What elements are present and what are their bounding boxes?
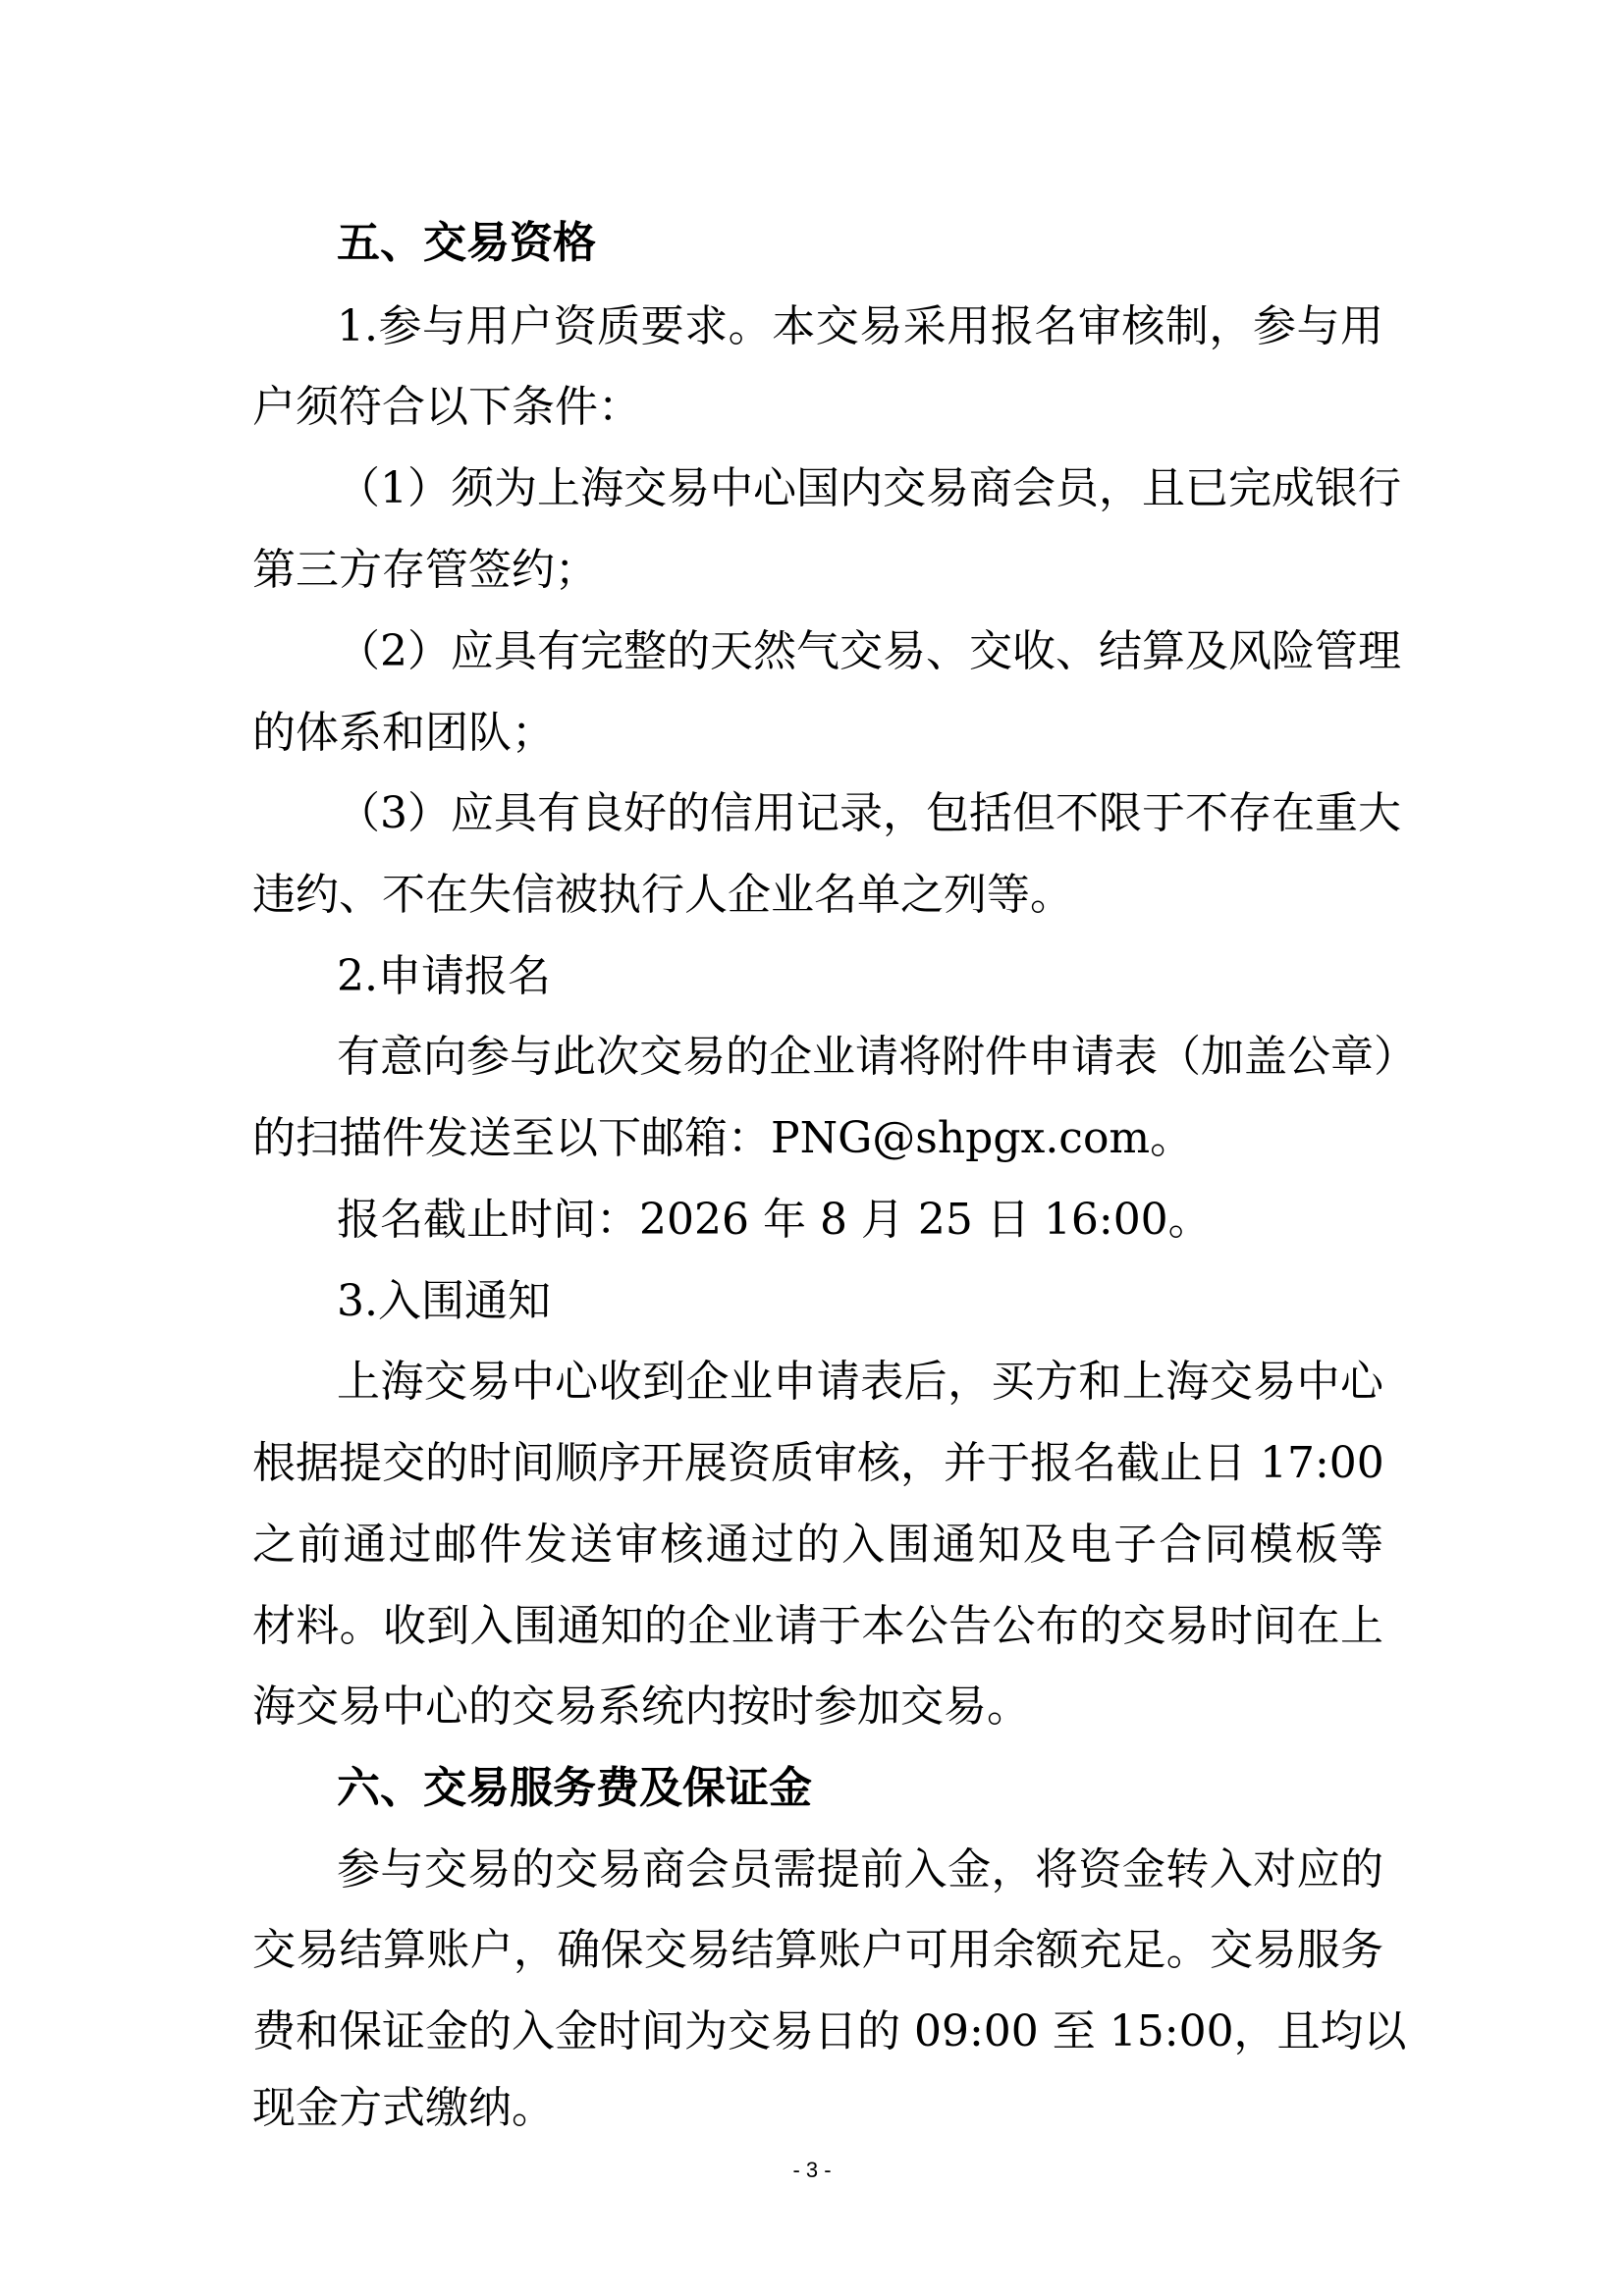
paragraph-line: 海交易中心的交易系统内按时参加交易。 <box>252 1682 1030 1732</box>
paragraph-line: （1）须为上海交易中心国内交易商会员，且已完成银行 <box>337 463 1401 513</box>
paragraph-line: （2）应具有完整的天然气交易、交收、结算及风险管理 <box>337 626 1401 676</box>
paragraph-line: 报名截止时间：2026 年 8 月 25 日 16:00。 <box>337 1195 1212 1245</box>
subheading-apply: 2.申请报名 <box>337 951 551 1001</box>
paragraph-line: 1.参与用户资质要求。本交易采用报名审核制，参与用 <box>337 301 1383 351</box>
paragraph-line: 根据提交的时间顺序开展资质审核，并于报名截止日 17:00 <box>252 1438 1384 1488</box>
section-heading-5: 五、交易资格 <box>337 218 596 268</box>
paragraph-line: 交易结算账户，确保交易结算账户可用余额充足。交易服务 <box>252 1925 1383 1975</box>
paragraph-line: 参与交易的交易商会员需提前入金，将资金转入对应的 <box>337 1844 1383 1895</box>
paragraph-line: 有意向参与此次交易的企业请将附件申请表（加盖公章） <box>337 1032 1417 1082</box>
paragraph-line: 第三方存管签约； <box>252 545 598 595</box>
paragraph-line: 费和保证金的入金时间为交易日的 09:00 至 15:00，且均以 <box>252 2006 1407 2056</box>
page-number: - 3 - <box>792 2158 832 2182</box>
paragraph-line: 的体系和团队； <box>252 708 555 758</box>
paragraph-line: 现金方式缴纳。 <box>252 2083 555 2133</box>
paragraph-line: （3）应具有良好的信用记录，包括但不限于不存在重大 <box>337 788 1401 838</box>
paragraph-line: 材料。收到入围通知的企业请于本公告公布的交易时间在上 <box>252 1601 1383 1651</box>
section-heading-6: 六、交易服务费及保证金 <box>337 1763 812 1813</box>
paragraph-line: 的扫描件发送至以下邮箱：PNG@shpgx.com。 <box>252 1113 1194 1163</box>
paragraph-line: 户须符合以下条件： <box>252 382 641 432</box>
paragraph-line: 之前通过邮件发送审核通过的入围通知及电子合同模板等 <box>252 1520 1383 1570</box>
subheading-notice: 3.入围通知 <box>337 1276 551 1326</box>
paragraph-line: 违约、不在失信被执行人企业名单之列等。 <box>252 870 1073 920</box>
paragraph-line: 上海交易中心收到企业申请表后，买方和上海交易中心 <box>337 1357 1383 1407</box>
